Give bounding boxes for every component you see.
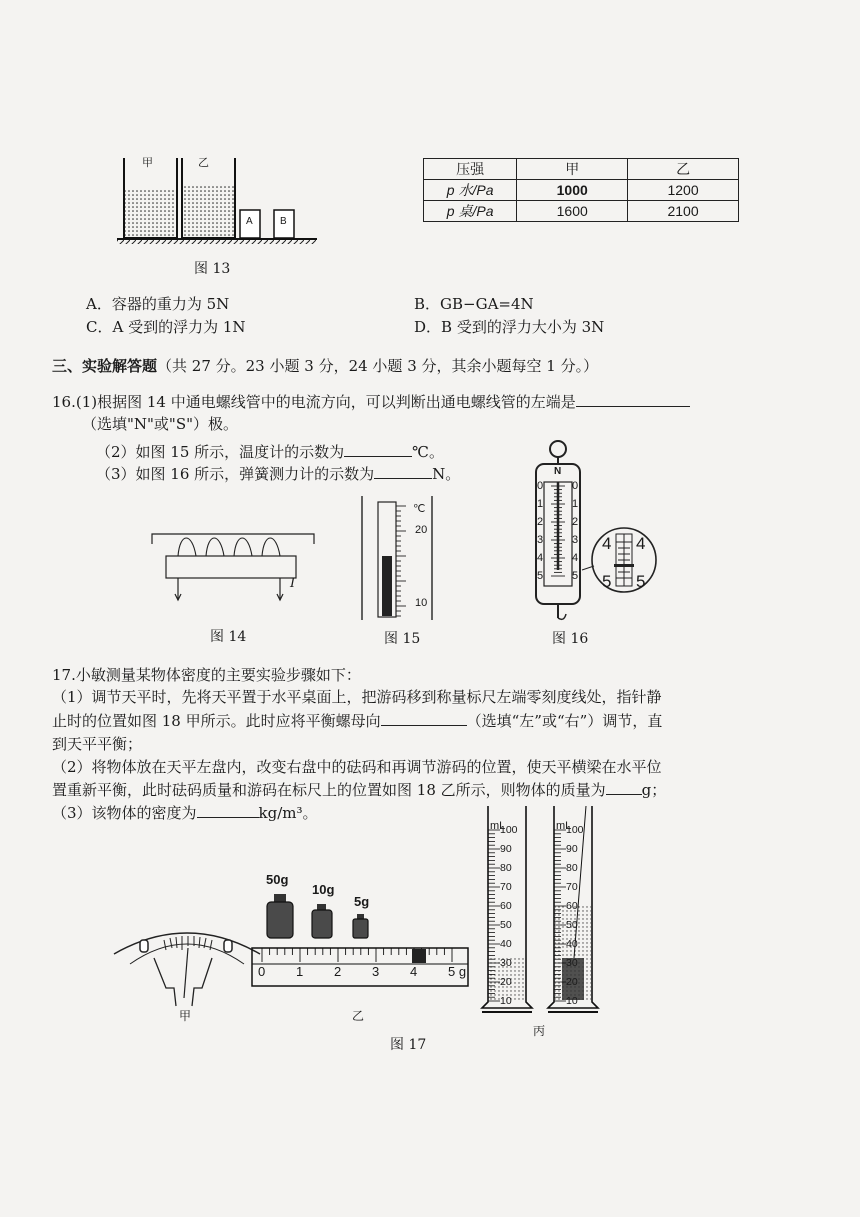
ruler-tick-label: 5 g bbox=[448, 964, 467, 979]
zoom-label-5-left: 5 bbox=[602, 572, 612, 591]
spring-scale-label: 3 bbox=[572, 534, 579, 546]
q17-step3 bbox=[52, 802, 318, 823]
answer-blank[interactable] bbox=[197, 803, 259, 818]
weight-label-5g: 5g bbox=[354, 894, 370, 909]
spring-scale-drawing bbox=[530, 436, 670, 621]
table-cell: 2100 bbox=[628, 201, 739, 222]
spring-scale-label: 3 bbox=[537, 534, 544, 546]
spring-scale-label: 1 bbox=[537, 498, 544, 510]
cylinder-scale-label: 20 bbox=[500, 976, 512, 988]
cylinder-scale-label: 60 bbox=[566, 900, 578, 912]
q16-3-unit: N。 bbox=[432, 465, 461, 483]
cylinder-scale-label: 40 bbox=[500, 938, 512, 950]
q17-step1a: （1）调节天平时，先将天平置于水平桌面上，把游码移到称量标尺左端零刻度线处，指针静 bbox=[52, 688, 662, 706]
answer-blank[interactable] bbox=[606, 780, 642, 795]
zoom-label-4-left: 4 bbox=[602, 534, 612, 553]
q17-step1d: 到天平平衡； bbox=[52, 735, 143, 753]
cylinder-scale-label: 20 bbox=[566, 976, 578, 988]
weight-label-10g: 10g bbox=[312, 882, 335, 897]
block-b-label: B bbox=[280, 216, 287, 227]
spring-scale-label: 5 bbox=[537, 570, 544, 582]
cylinder-scale-label: 70 bbox=[566, 881, 578, 893]
q16-2-unit: ℃。 bbox=[412, 443, 444, 461]
solenoid-drawing bbox=[148, 520, 318, 610]
spring-scale-label: 4 bbox=[572, 552, 579, 564]
answer-blank[interactable] bbox=[374, 464, 432, 479]
q17-step1-hint: （选填“左”或“右”）调节，直 bbox=[466, 712, 663, 730]
cylinder-scale-label: 90 bbox=[566, 843, 578, 855]
table-cell: 1600 bbox=[517, 201, 628, 222]
cylinder-2-unit: mL bbox=[556, 820, 572, 832]
thermometer-tick-10: 10 bbox=[415, 597, 428, 609]
ruler-tick-label: 1 bbox=[296, 964, 304, 979]
zoom-label-5-right: 5 bbox=[636, 572, 646, 591]
table-row bbox=[424, 201, 739, 222]
cylinder-b-label: 乙 bbox=[198, 156, 209, 169]
cylinder-scale-label: 70 bbox=[500, 881, 512, 893]
q17-step3-unit: kg/m³。 bbox=[258, 804, 318, 822]
thermometer-unit: ℃ bbox=[413, 503, 426, 515]
q16-text: 16.(1)根据图 14 中通电螺线管中的电流方向，可以判断出通电螺线管的左端是 bbox=[52, 393, 576, 411]
section-note: （共 27 分。23 小题 3 分，24 小题 3 分，其余小题每空 1 分。） bbox=[157, 357, 599, 375]
table-header-row bbox=[424, 159, 739, 180]
block-a-label: A bbox=[246, 216, 253, 227]
ruler-tick-label: 4 bbox=[410, 964, 418, 979]
table-row-label: p 水/Pa bbox=[424, 180, 517, 201]
q16-line1 bbox=[52, 391, 690, 412]
figure-16 bbox=[530, 436, 670, 621]
pressure-table bbox=[423, 158, 739, 222]
figure-14-caption: 图 14 bbox=[210, 629, 247, 645]
q16-line3 bbox=[96, 463, 460, 484]
cylinder-scale-label: 10 bbox=[500, 995, 512, 1007]
answer-blank[interactable] bbox=[381, 711, 467, 726]
spring-scale-label: 5 bbox=[572, 570, 579, 582]
section-title: 三、实验解答题 bbox=[52, 357, 158, 375]
spring-scale-label: 0 bbox=[572, 480, 579, 492]
ruler-tick-label: 3 bbox=[372, 964, 380, 979]
balance-pointer-drawing bbox=[112, 918, 262, 1008]
cylinder-scale-label: 10 bbox=[566, 995, 578, 1007]
spring-scale-label: 2 bbox=[537, 516, 544, 528]
ruler-tick-label: 2 bbox=[334, 964, 342, 979]
figure-17-caption: 图 17 bbox=[390, 1037, 427, 1053]
figure-17-jia bbox=[112, 918, 262, 1008]
cylinder-scale-label: 80 bbox=[500, 862, 512, 874]
q17-step2-text: 置重新平衡，此时砝码质量和游码在标尺上的位置如图 18 乙所示，则物体的质量为 bbox=[52, 781, 606, 799]
table-cell: 1200 bbox=[628, 180, 739, 201]
cylinder-scale-label: 60 bbox=[500, 900, 512, 912]
figure-15 bbox=[355, 494, 435, 620]
figure-13-caption: 图 13 bbox=[194, 261, 231, 277]
table-header-cell: 甲 bbox=[517, 159, 628, 180]
q16-line1b: （选填"N"或"S"）极。 bbox=[82, 415, 238, 433]
figure-17-label-yi: 乙 bbox=[352, 1009, 365, 1023]
q17-step2-unit: g； bbox=[641, 781, 667, 799]
thermometer-tick-20: 20 bbox=[415, 524, 428, 536]
q17-step3-text: （3）该物体的密度为 bbox=[52, 804, 197, 822]
cylinder-scale-label: 90 bbox=[500, 843, 512, 855]
spring-scale-label: 2 bbox=[572, 516, 579, 528]
cylinder-scale-label: 50 bbox=[500, 919, 512, 931]
figure-17-label-jia: 甲 bbox=[179, 1009, 192, 1023]
table-header-cell: 乙 bbox=[628, 159, 739, 180]
cylinder-scale-label: 80 bbox=[566, 862, 578, 874]
zoom-label-4-right: 4 bbox=[636, 534, 646, 553]
cylinder-scale-label: 40 bbox=[566, 938, 578, 950]
ruler-tick-label: 0 bbox=[258, 964, 266, 979]
cylinder-scale-label: 50 bbox=[566, 919, 578, 931]
q17-step1-text: 止时的位置如图 18 甲所示。此时应将平衡螺母向 bbox=[52, 712, 381, 730]
figure-15-caption: 图 15 bbox=[384, 631, 421, 647]
figure-17-yi bbox=[250, 866, 472, 994]
q17-step2b bbox=[52, 779, 666, 800]
figure-14 bbox=[148, 520, 318, 610]
figure-13 bbox=[112, 150, 322, 270]
cylinder-scale-label: 100 bbox=[566, 824, 584, 836]
table-row bbox=[424, 180, 739, 201]
option-d: D．B 受到的浮力大小为 3N bbox=[414, 318, 605, 336]
q16-line2 bbox=[96, 441, 444, 462]
option-a: A．容器的重力为 5N bbox=[86, 295, 230, 313]
table-row-label: p 桌/Pa bbox=[424, 201, 517, 222]
spring-scale-label: 0 bbox=[537, 480, 544, 492]
answer-blank[interactable] bbox=[344, 442, 412, 457]
cylinder-a-label: 甲 bbox=[142, 156, 153, 169]
figure-17-bing bbox=[478, 802, 618, 1020]
cylinder-scale-label: 30 bbox=[566, 957, 578, 969]
section-heading bbox=[52, 355, 598, 376]
figure-16-caption: 图 16 bbox=[552, 631, 589, 647]
answer-blank[interactable] bbox=[576, 392, 690, 407]
table-cell: 1000 bbox=[517, 180, 628, 201]
option-c: C．A 受到的浮力为 1N bbox=[86, 318, 246, 336]
current-label: I bbox=[290, 576, 296, 591]
graduated-cylinders-drawing bbox=[478, 802, 618, 1020]
weight-label-50g: 50g bbox=[266, 872, 289, 887]
spring-scale-unit: N bbox=[554, 466, 562, 477]
cylinder-1-unit: mL bbox=[490, 820, 506, 832]
q16-3-text: （3）如图 16 所示，弹簧测力计的示数为 bbox=[96, 465, 375, 483]
option-b: B．GB−GA=4N bbox=[414, 295, 534, 313]
q17-step1b bbox=[52, 710, 662, 731]
spring-scale-label: 4 bbox=[537, 552, 544, 564]
q17-intro: 17.小敏测量某物体密度的主要实验步骤如下： bbox=[52, 666, 361, 684]
cylinder-scale-label: 100 bbox=[500, 824, 518, 836]
q16-2-text: （2）如图 15 所示，温度计的示数为 bbox=[96, 443, 345, 461]
cylinder-scale-label: 30 bbox=[500, 957, 512, 969]
figure-17-label-bing: 丙 bbox=[533, 1024, 546, 1038]
spring-scale-label: 1 bbox=[572, 498, 579, 510]
table-header-cell: 压强 bbox=[424, 159, 517, 180]
q17-step2a: （2）将物体放在天平左盘内，改变右盘中的砝码和再调节游码的位置，使天平横梁在水平位 bbox=[52, 758, 662, 776]
